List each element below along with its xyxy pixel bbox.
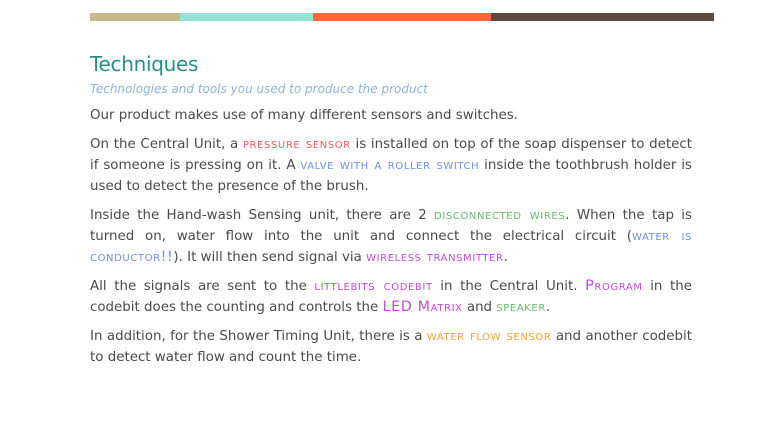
text: inside the toothbrush holder is used to detect the presence of the brush. [90,158,692,194]
text: Inside the Hand-wash Sensing unit, there are 2 [90,208,435,223]
bar-segment-mint [180,13,313,21]
text: in the Central Unit. [432,279,586,294]
keyword-pressure-sensor: pressure sensor [242,136,351,152]
bar-segment-tan [90,13,180,21]
keyword-littlebits-codebit: littlebits codebit [314,278,433,294]
header-color-bar [90,13,714,21]
text: and [462,300,497,315]
text: . [503,250,508,265]
text: ). It will then send signal via [173,250,367,265]
keyword-disconnected-wires: disconnected wires [434,207,566,223]
keyword-water-flow-sensor: water flow sensor [426,328,552,344]
text: In addition, for the Shower Timing Unit, there is a [90,329,427,344]
slide-subtitle: Technologies and tools you used to produce the product [90,82,428,96]
keyword-valve-roller-switch: valve with a roller switch [300,157,480,173]
text: . When the tap is turned on, water flow into the unit and connect the electrical circuit ( [90,208,692,244]
paragraph-intro: Our product makes use of many different sensors and switches. [90,108,518,123]
paragraph-signals [90,276,692,318]
paragraph-shower [90,326,692,368]
text: On the Central Unit, a [90,137,243,152]
text: All the signals are sent to the [90,279,315,294]
paragraph-central-unit [90,134,692,197]
bar-segment-orange [313,13,491,21]
slide-title: Techniques [90,52,199,76]
keyword-wireless-transmitter: wireless transmitter [366,249,504,265]
text: in the codebit does the counting and controls the [90,279,692,315]
keyword-program: Program [585,278,643,294]
text: and another codebit to detect water flow and count the time. [90,329,693,365]
keyword-led-matrix: LED Matrix [382,299,463,315]
paragraph-hand-wash [90,205,692,268]
keyword-speaker: speaker [496,299,546,315]
bar-segment-brown [491,13,714,21]
keyword-water-conductor: water is conductor!! [90,228,692,265]
slide-body [90,105,692,376]
text: . [545,300,551,315]
text: is installed on top of the soap dispenser to detect if someone is pressing on it. A [90,137,693,173]
